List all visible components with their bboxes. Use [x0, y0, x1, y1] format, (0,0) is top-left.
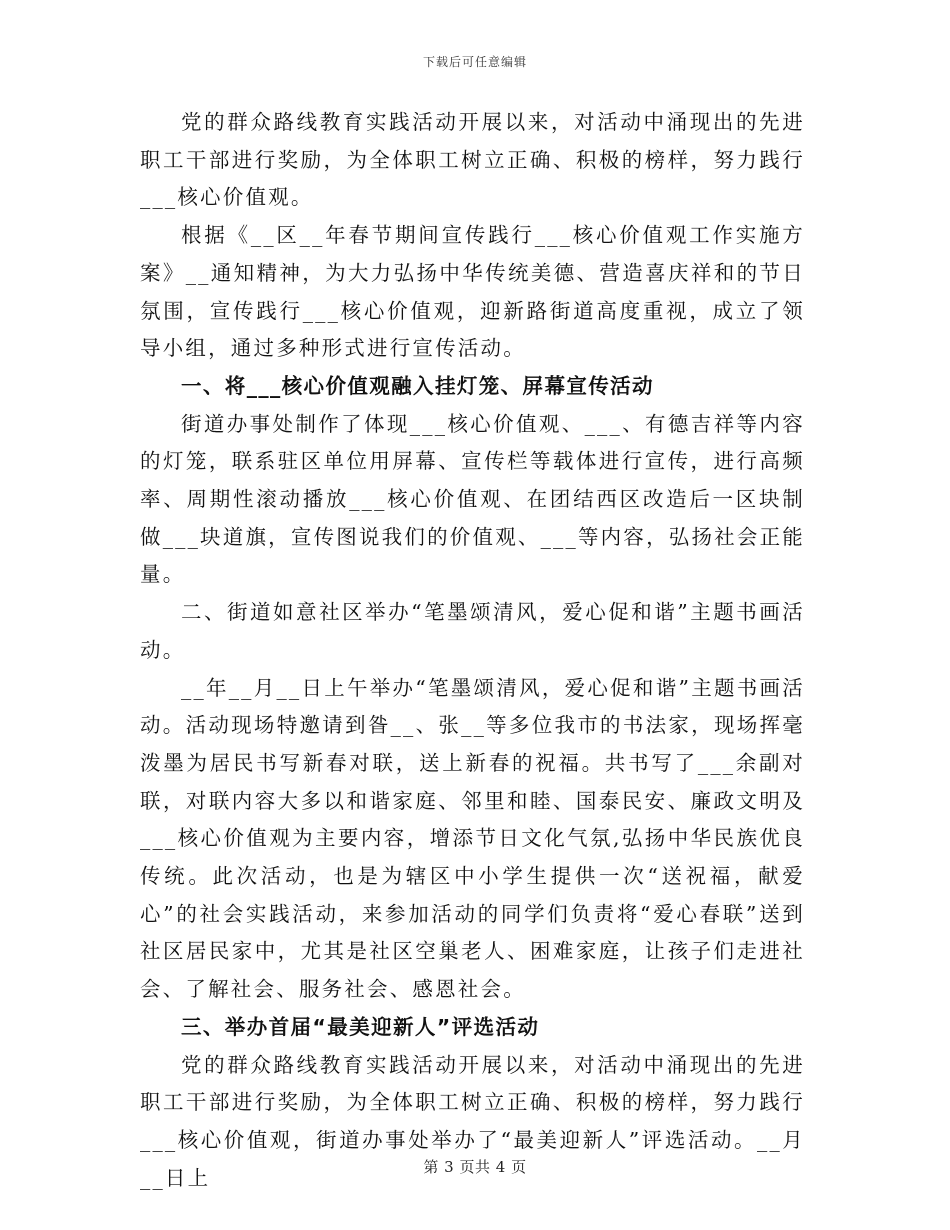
page-header: 下载后可任意编辑: [422, 55, 527, 69]
paragraph-calligraphy: __年__月__日上午举办“笔墨颂清风，爱心促和谐”主题书画活动。活动现场特邀请到昝__、张__等多位我市的书法家，现场挥毫泼墨为居民书写新春对联，送上新春的祝福。共书写了___余副对联，对联内容大多以和谐家庭、邻里和睦、国泰民安、廉政文明及___核心价值观为主要内容，增添节日文化气氛,弘扬中华民族优良传统。此次活动，也是为辖区中小学生提供一次“送祝福，献爱心”的社会实践活动，来参加活动的同学们负责将“爱心春联”送到社区居民家中，尤其是社区空巢老人、困难家庭，让孩子们走进社会、了解社会、服务社会、感恩社会。: [140, 675, 805, 1002]
paragraph-intro: 党的群众路线教育实践活动开展以来，对活动中涌现出的先进职工干部进行奖励，为全体职工树立正确、积极的榜样，努力践行___核心价值观。: [140, 110, 805, 210]
paragraph-selection: 党的群众路线教育实践活动开展以来，对活动中涌现出的先进职工干部进行奖励，为全体职工树立正确、积极的榜样，努力践行___核心价值观，街道办事处举办了“最美迎新人”评选活动。__月__日上: [140, 1052, 805, 1190]
section-heading-3: 三、举办首届“最美迎新人”评选活动: [181, 1014, 540, 1039]
document-body: [140, 104, 805, 1197]
page-number: 第 3 页共 4 页: [423, 1158, 527, 1176]
section-heading-2: 二、街道如意社区举办“笔墨颂清风，爱心促和谐”主题书画活动。: [140, 600, 805, 662]
paragraph-lanterns: 街道办事处制作了体现___核心价值观、___、有德吉祥等内容的灯笼，联系驻区单位用屏幕、宣传栏等载体进行宣传，进行高频率、周期性滚动播放___核心价值观、在团结西区改造后一区块制做___块道旗，宣传图说我们的价值观、___等内容，弘扬社会正能量。: [140, 411, 805, 587]
paragraph-basis: 根据《__区__年春节期间宣传践行___核心价值观工作实施方案》__通知精神，为大力弘扬中华传统美德、营造喜庆祥和的节日氛围，宣传践行___核心价值观，迎新路街道高度重视，成立了领导小组，通过多种形式进行宣传活动。: [140, 223, 805, 361]
section-heading-1: 一、将___核心价值观融入挂灯笼、屏幕宣传活动: [181, 373, 654, 398]
